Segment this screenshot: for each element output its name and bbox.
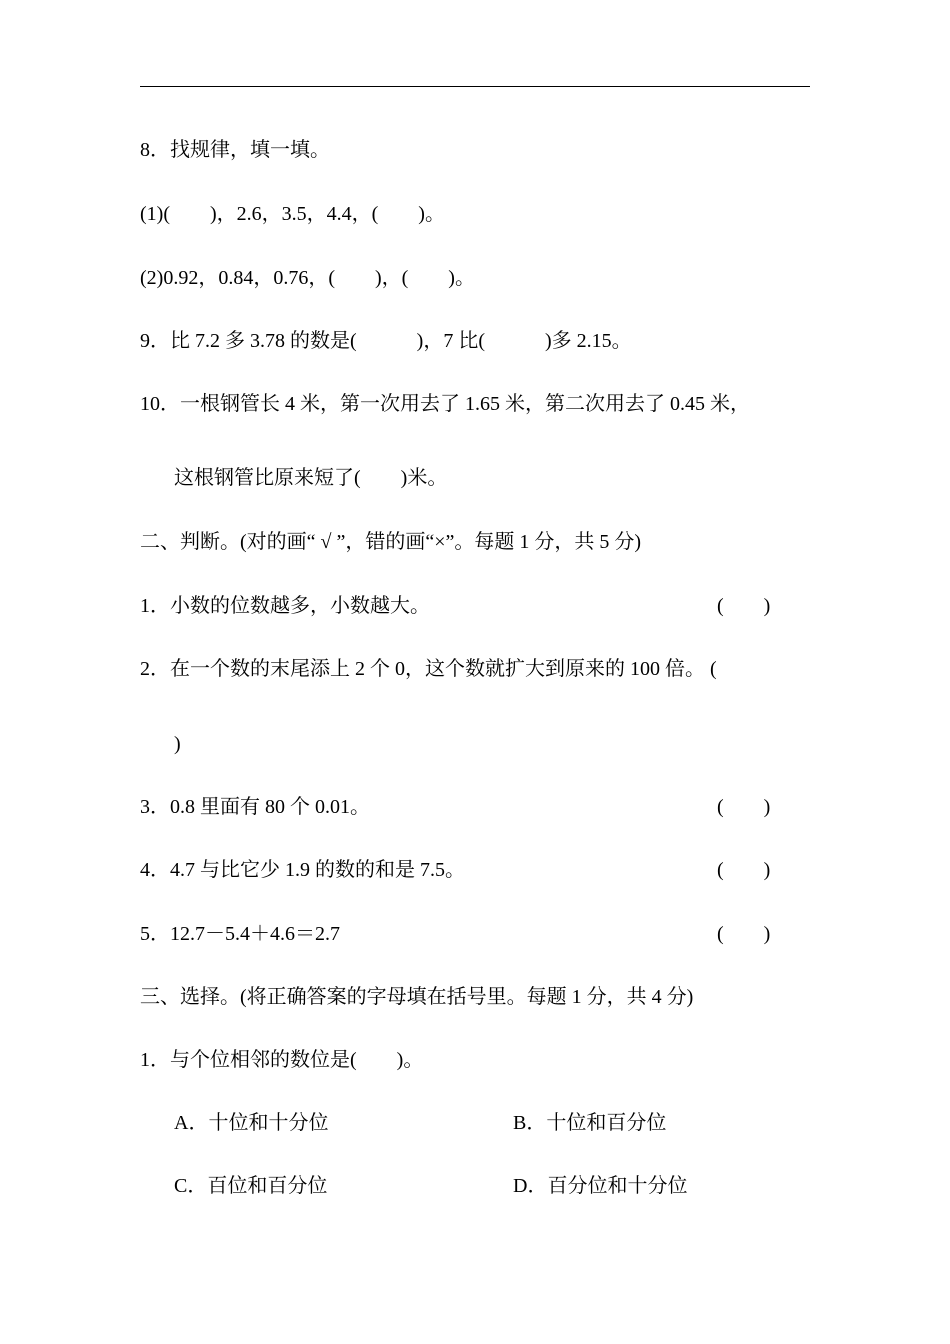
q10-line1: 10．一根钢管长 4 米，第一次用去了 1.65 米，第二次用去了 0.45 米，: [140, 393, 750, 415]
judge-answer-paren-5: ( ): [717, 923, 771, 945]
judge-item-2: 2．在一个数的末尾添上 2 个 0，这个数就扩大到原来的 100 倍。 (: [140, 658, 717, 680]
q10-line2: 这根钢管比原来短了( )米。: [174, 467, 448, 489]
judge-answer-paren-4: ( ): [717, 859, 771, 881]
judge-answer-paren-3: ( ): [717, 796, 771, 818]
q8-part2: (2)0.92，0.84，0.76，( )，( )。: [140, 267, 475, 289]
judge-item-2-paren-close: ): [174, 733, 181, 755]
choice-option-a: A．十位和十分位: [174, 1112, 329, 1134]
q8-part1: (1)( )，2.6，3.5，4.4，( )。: [140, 203, 445, 225]
judge-answer-paren-1: ( ): [717, 595, 771, 617]
choice-option-b: B．十位和百分位: [513, 1112, 667, 1134]
q9: 9．比 7.2 多 3.78 的数是( )，7 比( )多 2.15。: [140, 330, 632, 352]
section3-heading: 三、选择。(将正确答案的字母填在括号里。每题 1 分，共 4 分): [140, 986, 694, 1008]
judge-item-5: 5．12.7－5.4＋4.6＝2.7: [140, 923, 340, 945]
choice-option-c: C．百位和百分位: [174, 1175, 328, 1197]
header-rule: [140, 86, 810, 87]
choice-option-d: D．百分位和十分位: [513, 1175, 688, 1197]
section2-heading: 二、判断。(对的画“ √ ”，错的画“×”。每题 1 分，共 5 分): [140, 531, 642, 553]
judge-item-4: 4．4.7 与比它少 1.9 的数的和是 7.5。: [140, 859, 465, 881]
judge-item-3: 3．0.8 里面有 80 个 0.01。: [140, 796, 370, 818]
q8-title: 8．找规律，填一填。: [140, 139, 330, 161]
choice-q1: 1．与个位相邻的数位是( )。: [140, 1049, 424, 1071]
judge-item-1: 1．小数的位数越多，小数越大。: [140, 595, 430, 617]
